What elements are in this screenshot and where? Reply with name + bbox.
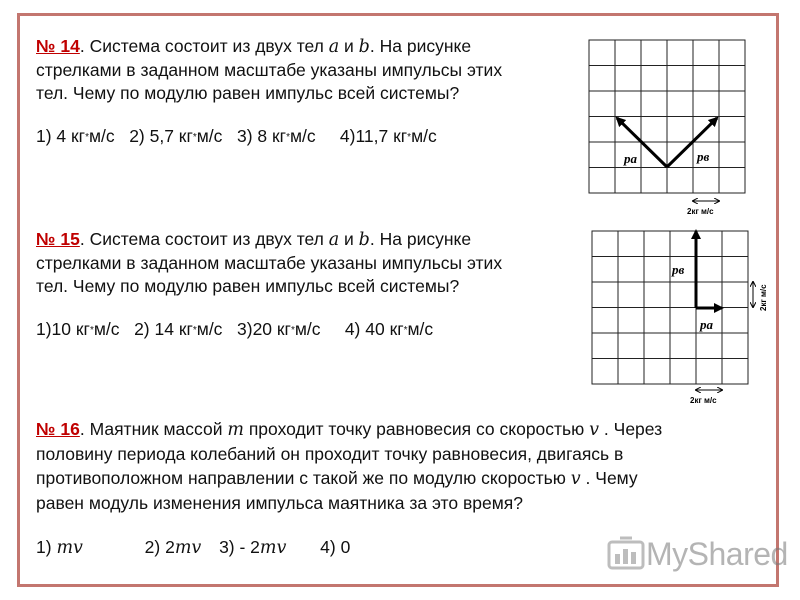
var-mv: mv bbox=[259, 538, 287, 558]
text: и bbox=[339, 36, 359, 56]
dot: * bbox=[192, 325, 197, 336]
answer-text: м/с 4) 40 кг bbox=[294, 319, 404, 339]
scale-label: 2кг м/с bbox=[687, 207, 714, 216]
dot: * bbox=[407, 132, 412, 143]
text: . На рисунке bbox=[369, 229, 472, 249]
answer-text: 1) bbox=[36, 537, 57, 557]
text-line: тел. Чему по модулю равен импульс всей системы? bbox=[36, 276, 460, 296]
dot: * bbox=[286, 132, 290, 143]
label-pb: pв bbox=[697, 149, 710, 164]
text-line: половину периода колебаний он проходит точку равновесия, двигаясь в bbox=[36, 444, 624, 464]
var-a: а bbox=[328, 37, 340, 57]
var-mv: mv bbox=[174, 538, 202, 558]
watermark bbox=[606, 534, 788, 574]
var-a: а bbox=[328, 230, 340, 250]
answer-text: м/с bbox=[407, 319, 434, 339]
var-v: v bbox=[589, 420, 600, 440]
var-b: b bbox=[358, 37, 370, 57]
answer-text: 4) 0 bbox=[320, 537, 351, 557]
problem-number: № 15 bbox=[36, 229, 80, 249]
text: и bbox=[339, 229, 359, 249]
problem-number: № 14 bbox=[36, 36, 80, 56]
dot: * bbox=[192, 132, 197, 143]
watermark-logo-icon bbox=[606, 534, 646, 574]
var-v: v bbox=[570, 469, 581, 489]
grid-figure-14 bbox=[589, 40, 745, 193]
answer-text: 3) - 2 bbox=[219, 537, 260, 557]
answer-text: м/с 2) 5,7 кг bbox=[88, 126, 193, 146]
scale-label-x: 2кг м/с bbox=[690, 396, 717, 405]
answer-text: 1)10 кг bbox=[36, 319, 90, 339]
problem-number: № 16 bbox=[36, 419, 80, 439]
text: противоположном направлении с такой же по модулю скоростью bbox=[36, 468, 571, 488]
grid-figure-15 bbox=[592, 231, 748, 384]
scale-label-y: 2кг м/с bbox=[759, 284, 768, 311]
label-pb-2: pв bbox=[672, 262, 685, 277]
text: . Через bbox=[599, 419, 663, 439]
dot: * bbox=[290, 325, 295, 336]
text: . На рисунке bbox=[369, 36, 472, 56]
var-m: m bbox=[227, 420, 244, 440]
answer-text: м/с bbox=[411, 126, 437, 146]
watermark-text: MyShared bbox=[646, 535, 788, 572]
text: . Маятник массой bbox=[79, 419, 228, 439]
dot: * bbox=[89, 325, 94, 336]
text-line: равен модуль изменения импульса маятника за это время? bbox=[36, 493, 523, 513]
text: проходит точку равновесия со скоростью bbox=[243, 419, 590, 439]
dot: * bbox=[403, 325, 408, 336]
answer-text: 1) 4 кг bbox=[36, 126, 86, 146]
var-b: b bbox=[358, 230, 370, 250]
answer-text: м/с 3)20 кг bbox=[196, 319, 291, 339]
answer-text: 2) 2 bbox=[144, 537, 175, 557]
answer-text: м/с 4)11,7 кг bbox=[289, 126, 408, 146]
text: . Чему bbox=[580, 468, 638, 488]
dot: * bbox=[85, 132, 89, 143]
text-line: тел. Чему по модулю равен импульс всей системы? bbox=[36, 83, 460, 103]
answer-text: м/с 3) 8 кг bbox=[196, 126, 287, 146]
text-line: стрелками в заданном масштабе указаны импульсы этих bbox=[36, 253, 503, 273]
label-pa: pa bbox=[624, 151, 637, 166]
label-pa-2: pa bbox=[700, 317, 713, 332]
answer-text: м/с 2) 14 кг bbox=[93, 319, 193, 339]
text: . Система состоит из двух тел bbox=[79, 229, 329, 249]
var-mv: mv bbox=[56, 538, 83, 558]
text-line: стрелками в заданном масштабе указаны импульсы этих bbox=[36, 60, 503, 80]
text: . Система состоит из двух тел bbox=[79, 36, 329, 56]
